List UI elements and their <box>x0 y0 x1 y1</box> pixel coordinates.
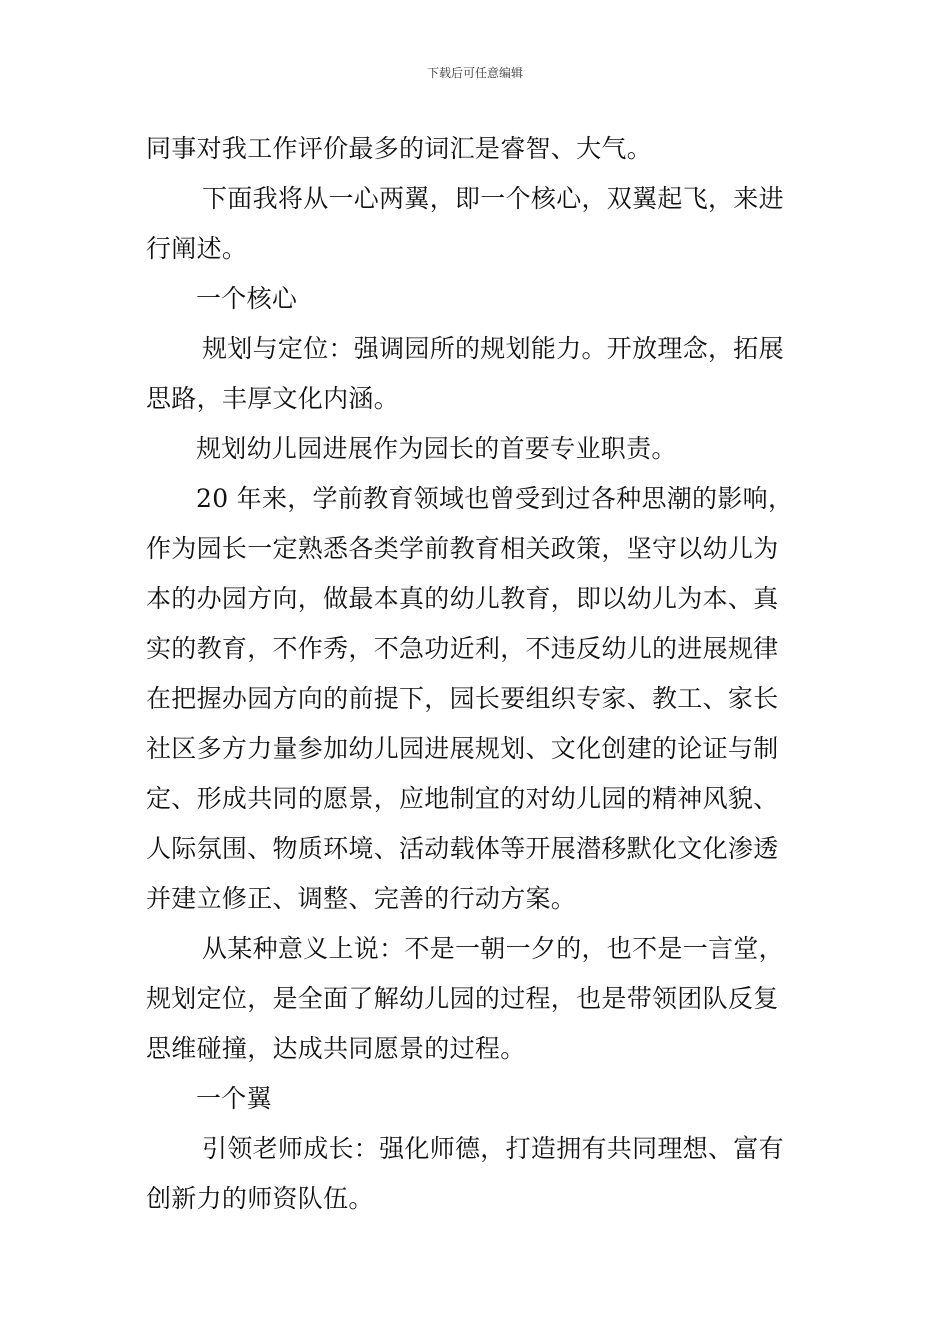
paragraph <box>146 924 808 1074</box>
text-line: 社区多方力量参加幼儿园进展规划、文化创建的论证与制 <box>146 734 779 763</box>
text-line: 从某种意义上说：不是一朝一夕的，也不是一言堂， <box>202 934 784 963</box>
paragraph <box>146 474 808 924</box>
text-line: 一个翼 <box>196 1084 272 1113</box>
text-line: 定、形成共同的愿景，应地制宜的对幼儿园的精神风貌、 <box>146 784 779 813</box>
text-line: 20 年来，学前教育领域也曾受到过各种思潮的影响， <box>196 484 794 513</box>
text-line: 人际氛围、物质环境、活动载体等开展潜移默化文化渗透 <box>146 834 779 863</box>
text-line: 思路，丰厚文化内涵。 <box>146 384 400 413</box>
text-line: 引领老师成长：强化师德，打造拥有共同理想、富有 <box>202 1134 784 1163</box>
text-line: 作为园长一定熟悉各类学前教育相关政策，坚守以幼儿为 <box>146 534 779 563</box>
paragraph <box>146 174 808 274</box>
text-line: 在把握办园方向的前提下，园长要组织专家、教工、家长 <box>146 684 779 713</box>
text-line: 下面我将从一心两翼，即一个核心，双翼起飞，来进 <box>202 184 784 213</box>
text-line: 一个核心 <box>196 284 298 313</box>
text-line: 本的办园方向，做最本真的幼儿教育，即以幼儿为本、真 <box>146 584 779 613</box>
document-body <box>146 124 808 1224</box>
text-line: 创新力的师资队伍。 <box>146 1184 374 1213</box>
paragraph <box>146 1124 808 1224</box>
text-line: 并建立修正、调整、完善的行动方案。 <box>146 884 577 913</box>
text-line: 规划幼儿园进展作为园长的首要专业职责。 <box>196 434 677 463</box>
text-line: 同事对我工作评价最多的词汇是睿智、大气。 <box>146 134 653 163</box>
text-line: 行阐述。 <box>146 234 248 263</box>
text-line: 思维碰撞，达成共同愿景的过程。 <box>146 1034 526 1063</box>
text-line: 实的教育，不作秀，不急功近利，不违反幼儿的进展规律 <box>146 634 779 663</box>
section-heading <box>146 274 808 324</box>
text-line: 规划与定位：强调园所的规划能力。开放理念，拓展 <box>202 334 784 363</box>
section-heading <box>146 1074 808 1124</box>
paragraph <box>146 124 808 174</box>
paragraph <box>146 324 808 424</box>
paragraph <box>146 424 808 474</box>
page-header: 下载后可任意编辑 <box>426 66 523 80</box>
text-line: 规划定位，是全面了解幼儿园的过程，也是带领团队反复 <box>146 984 779 1013</box>
